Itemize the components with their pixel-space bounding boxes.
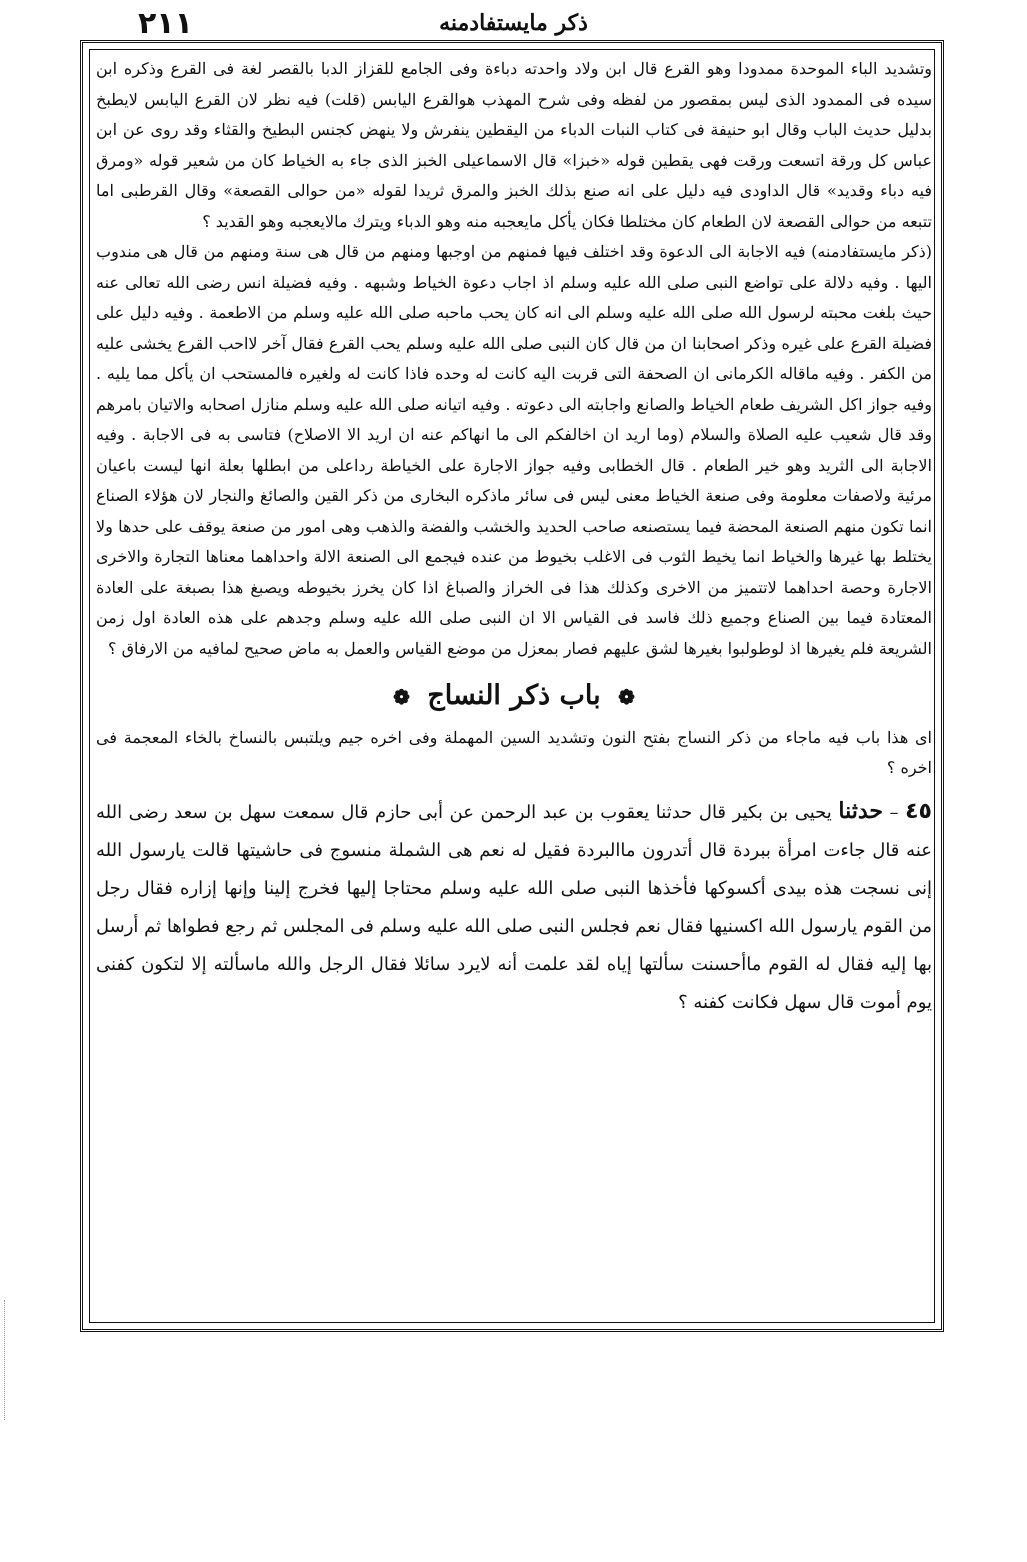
- ornament-icon: ❁: [393, 684, 410, 709]
- main-text: [96, 54, 932, 1022]
- hadith-separator: –: [882, 801, 899, 823]
- commentary-paragraph-1: وتشديد الباء الموحدة ممدودا وهو القرع قال ابن ولاد واحدته دباءة وفى الجامع للقزاز الدبا بالقصر لغة فى القرع وذكره ابن سيده فى الممدود الذى ليس بمقصور من لفظه وفى شرح المهذب هوالقرع اليابس (قلت) فيه نظر لان القرع اليابس لايطبخ بدليل حديث الباب وقال ابو حنيفة فى كتاب النبات الدباء من اليقطين ينفرش ولا ينهض كجنس البطيخ والقثاء وقد روى عن ابن عباس كل ورقة اتسعت ورقت فهى يقطين قوله «خبزا» قال الاسماعيلى الخبز الذى جاء به الخياط كان من شعير قوله «ومرق فيه دباء وقديد» قال الداودى فيه دليل على انه صنع بذلك الخبز والمرق ثريدا لقوله «من حوالى القصعة» وقال القرطبى اما تتبعه من حوالى القصعة لان الطعام كان مختلطا فكان يأكل مايعجبه منه وهو الدباء ويترك مالايعجبه وهو القديد ؟: [96, 59, 933, 231]
- running-title: ذكر مايستفادمنه: [439, 10, 588, 36]
- ornament-icon: ❁: [618, 684, 635, 709]
- page-number: ٢١١: [138, 6, 193, 41]
- hadith-block: [96, 792, 932, 1022]
- hadith-number: ٤٥: [905, 798, 932, 824]
- commentary-paragraph-2: (ذكر مايستفادمنه) فيه الاجابة الى الدعوة وقد اختلف فيها فمنهم من اوجبها ومنهم من قال هى سنة ومنهم من قال هى مندوب اليها . وفيه دلالة على تواضع النبى صلى الله عليه وسلم اذ اجاب دعوة الخياط وشبهه . وفيه فضيلة انس رضى الله تعالى عنه حيث بلغت محبته لرسول الله صلى الله عليه وسلم الى انه كان يحب ماحبه صلى الله عليه وسلم من الاطعمة . وفيه دليل على فضيلة القرع على غيره وذكر اصحابنا ان من قال كان النبى صلى الله عليه وسلم يحب القرع فقال آخر لااحب القرع يخشى عليه من الكفر . وفيه ماقاله الكرمانى ان الصحفة التى قربت اليه كانت له وحده فاذا كانت له ولغيره فالمستحب ان يأكل مما يليه . وفيه جواز اكل الشريف طعام الخياط والصانع واجابته الى دعوته . وفيه اتيانه صلى الله عليه وسلم منازل اصحابه والاتيان بامرهم وقد قال شعيب عليه الصلاة والسلام (وما اريد ان اخالفكم الى ما انهاكم عنه ان اريد الا الاصلاح) فتاسى به فى الاجابة . وفيه الاجابة الى الثريد وهو خير الطعام . قال الخطابى وفيه جواز الاجارة على الخياطة رداعلى من ابطلها بعلة انها ليست باعيان مرئية ولاصفات معلومة وفى صنعة الخياط معنى ليس فى سائر ماذكره البخارى من ذكر القين والصائغ والنجار لان هؤلاء الصناع انما تكون منهم الصنعة المحضة فيما يستصنعه صاحب الحديد والخشب والفضة والذهب وهى امور من صنعة يوقف على حدها ولا يختلط بها غيرها والخياط انما يخيط الثوب فى الاغلب بخيوط من عنده فيجمع الى الصنعة الالة واحداهما معناها التجارة والاخرى الاجارة وحصة احداهما لاتتميز من الاخرى وكذلك هذا فى الخراز والصباغ اذا كان يخرز بخيوطه ويصبغ هذا بصبغة على العادة المعتادة فيما بين الصناع وجميع ذلك فاسد فى القياس الا ان النبى صلى الله عليه وسلم وجدهم على هذه العادة اول زمن الشريعة فلم يغيرها اذ لوطولبوا بغيرها لشق عليهم فصار بمعزل من موضع القياس والعمل به ماض صحيح لمافيه من الارفاق ؟: [96, 242, 933, 658]
- chapter-title: باب ذكر النساج: [427, 680, 601, 711]
- binding-edge: [4, 1300, 13, 1420]
- chapter-heading: [96, 676, 932, 717]
- running-header: [0, 4, 1027, 40]
- hadith-text: يحيى بن بكير قال حدثنا يعقوب بن عبد الرحمن عن أبى حازم قال سمعت سهل بن سعد رضى الله عنه قال جاءت امرأة ببردة قال أتدرون ماالبردة فقيل له نعم هى الشملة منسوج فى حاشيتها قالت يارسول الله إنى نسجت هذه بيدى أكسوكها فأخذها النبى صلى الله عليه وسلم محتاجا إليها فخرج إلينا وإنها إزاره فقال رجل من القوم يارسول الله اكسنيها فقال نعم فجلس النبى صلى الله عليه وسلم فى المجلس ثم رجع فطواها ثم أرسل بها إليه فقال له القوم ماأحسنت سألتها إياه لقد علمت أنه لايرد سائلا فقال الرجل والله ماسألته إلا لتكون كفنى يوم أموت قال سهل فكانت كفنه ؟: [96, 801, 932, 1013]
- chapter-intro: اى هذا باب فيه ماجاء من ذكر النساج بفتح النون وتشديد السين المهملة وفى اخره جيم ويلتبس بالنساخ بالخاء المعجمة فى اخره ؟: [96, 727, 932, 777]
- hadith-lead: حدثنا: [838, 797, 883, 824]
